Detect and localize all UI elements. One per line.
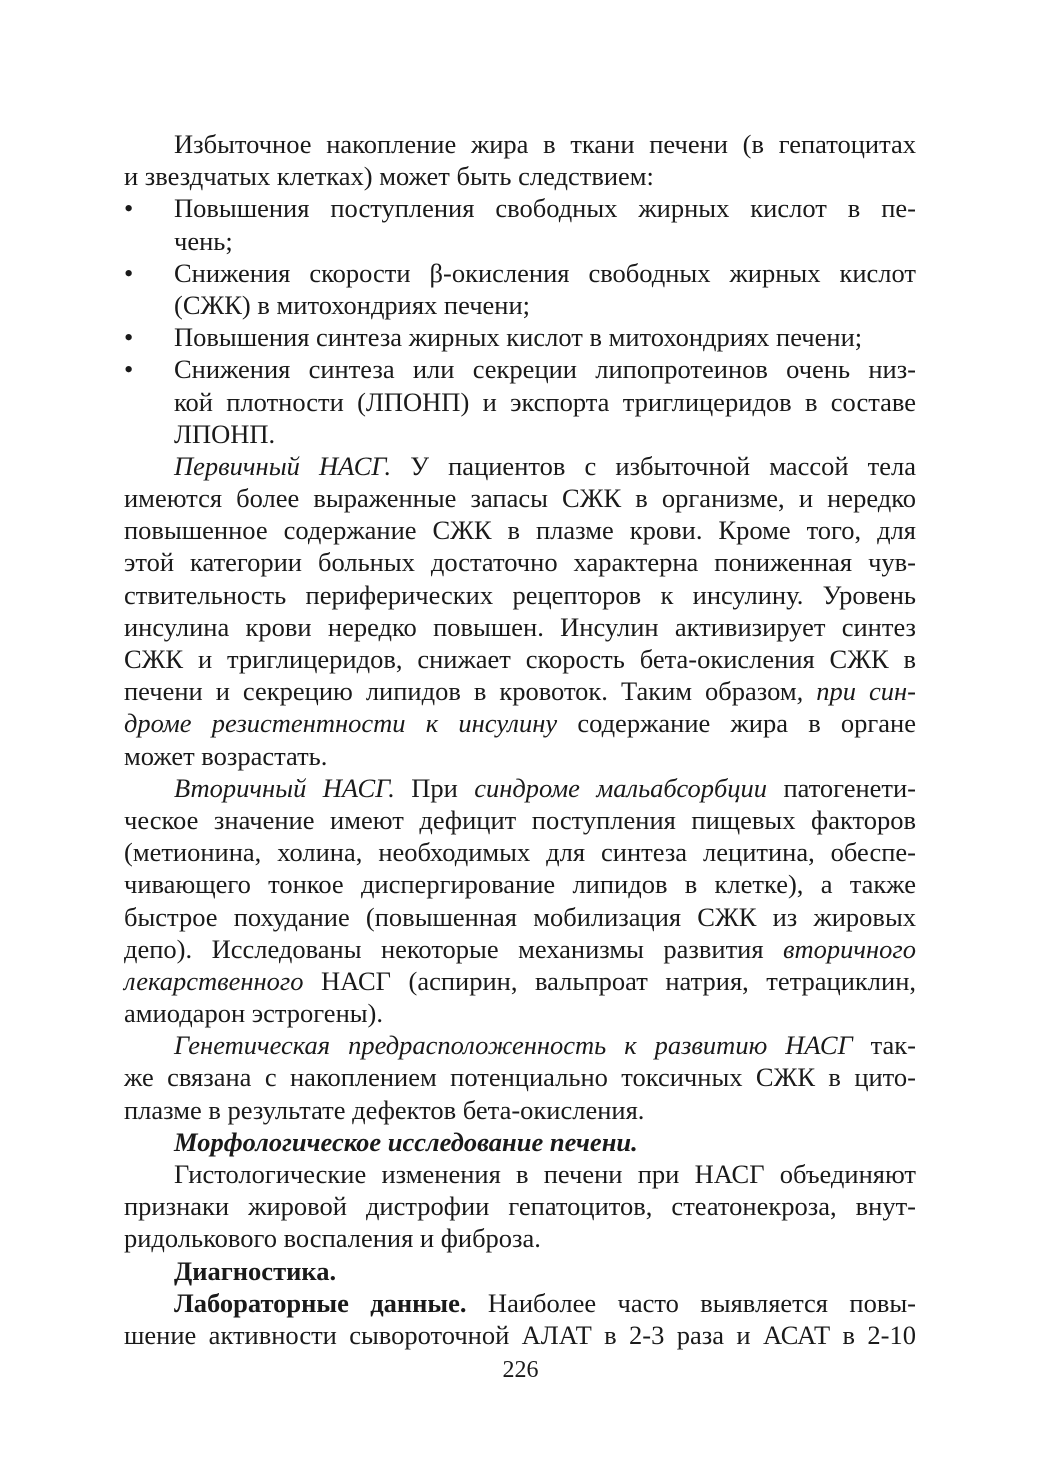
text-line: печени и секрецию липидов в кровоток. Таким образом, при син- — [124, 676, 917, 707]
text-line: может возрастать. — [124, 740, 328, 771]
text-line: дроме резистентности к инсулину содержание жира в органе — [124, 708, 917, 739]
text-line: СЖК и триглицеридов, снижает скорость бета-окисления СЖК в — [124, 644, 916, 674]
bullet-marker: • — [124, 257, 134, 288]
paragraph-lab: Лабораторные данные. Наиболее часто выявляется повы- — [174, 1287, 916, 1318]
bullet-item-cont: кой плотности (ЛПОНП) и экспорта триглицеридов в составе — [174, 386, 916, 417]
section-heading-diagnostics: Диагностика. — [174, 1255, 337, 1286]
bullet-item: • Повышения поступления свободных жирных кислот в пе- — [124, 193, 916, 224]
text-line: инсулина крови нередко повышен. Инсулин активизирует синтез — [124, 611, 916, 642]
bullet-marker: • — [124, 354, 134, 385]
text-line: плазме в результате дефектов бета-окисления. — [124, 1094, 645, 1125]
paragraph-secondary: Вторичный НАСГ. При синдроме мальабсорбции патогенети- — [174, 772, 916, 803]
bullet-marker: • — [124, 193, 134, 224]
text-line: ридолькового воспаления и фиброза. — [124, 1223, 541, 1254]
bullet-item: • Снижения скорости β-окисления свободных жирных кислот — [124, 257, 916, 288]
bullet-item: • Повышения синтеза жирных кислот в митохондриях печени; — [124, 322, 863, 353]
text-line: ствительность периферических рецепторов к инсулину. Уровень — [124, 579, 916, 610]
paragraph-primary: Первичный НАСГ. У пациентов с избыточной массой тела — [174, 450, 916, 481]
text-line: же связана с накоплением потенциально токсичных СЖК в цито- — [124, 1062, 916, 1093]
section-heading-morphology: Морфологическое исследование печени. — [174, 1126, 638, 1157]
text-line: шение активности сывороточной АЛАТ в 2-3 раза и АСАТ в 2-10 — [124, 1319, 916, 1350]
term-primary: Первичный НАСГ. — [174, 450, 392, 481]
paragraph-histology: Гистологические изменения в печени при НАСГ объединяют — [174, 1159, 916, 1189]
bullet-item-cont: (СЖК) в митохондриях печени; — [174, 289, 531, 320]
text-line: амиодарон эстрогены). — [124, 998, 384, 1029]
text-line: лекарственного НАСГ (аспирин, вальпроат натрия, тетрациклин, — [124, 965, 916, 996]
bullet-item-cont: ЛПОНП. — [174, 418, 276, 449]
page-number: 226 — [502, 1357, 539, 1383]
page-body — [124, 128, 916, 1351]
bullet-marker: • — [124, 322, 134, 353]
text-line: и звездчатых клетках) может быть следствием: — [124, 161, 654, 192]
text-line: быстрое похудание (повышенная мобилизация СЖК из жировых — [124, 901, 916, 932]
text-line: чивающего тонкое диспергирование липидов в клетке), а также — [124, 869, 916, 900]
text-line: Избыточное накопление жира в ткани печени (в гепатоцитах — [174, 129, 916, 159]
text-line: этой категории больных достаточно характерна пониженная чув- — [124, 547, 916, 578]
text-line: признаки жировой дистрофии гепатоцитов, стеатонекроза, внут- — [124, 1191, 916, 1222]
text-line: (метионина, холина, необходимых для синтеза лецитина, обеспе- — [124, 837, 916, 868]
text-line: ческое значение имеют дефицит поступления пищевых факторов — [124, 804, 916, 835]
term-secondary: Вторичный НАСГ. — [174, 772, 395, 803]
text-line: имеются более выраженные запасы СЖК в организме, и нередко — [124, 483, 916, 514]
text-line: депо). Исследованы некоторые механизмы развития вторичного — [124, 933, 916, 964]
bullet-item: • Снижения синтеза или секреции липопротеинов очень низ- — [124, 354, 916, 385]
text-line: повышенное содержание СЖК в плазме крови. Кроме того, для — [124, 515, 916, 546]
bullet-item-cont: чень; — [174, 225, 233, 256]
paragraph-genetic: Генетическая предрасположенность к развитию НАСГ так- — [174, 1030, 917, 1061]
